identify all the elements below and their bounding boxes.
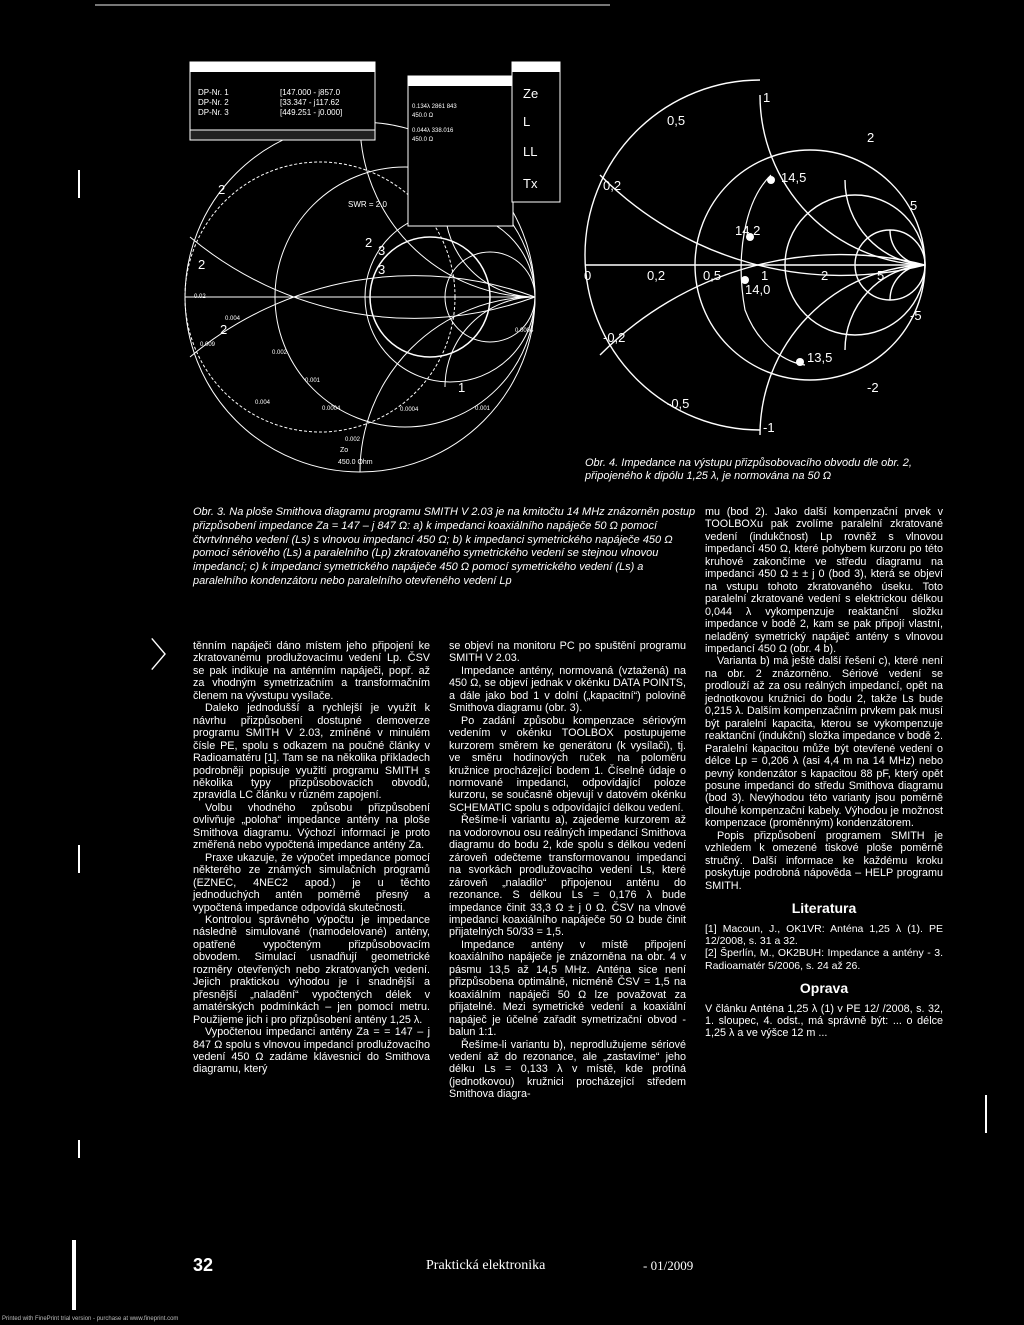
point-13-5 [796, 358, 804, 366]
fig2-label-8: 0,5 [667, 113, 686, 128]
col3-para-1: mu (bod 2). Jako další kompenzační prvek v TOOLBOXu pak zvolíme paralelní zkratované vedení (indukčnost) Lp rovněž s vlnovou impedancí 450 Ω, které pohybem kurzoru po této kruhové zakončíme ve středu diagramu na impedanci 450 Ω ± ± j 0 (bod 3), která se objeví na vstupu tohoto zkratovaného úseku. Toto paralelní zkratované vedení s elektrickou délkou 0,044 λ vykompenzuje reaktanční složku impedance v bodě 2, kam se pak připojí vlastní, neladěný symetrický napáječ antény s vlnovou impedancí 450 Ω (obr. 4 b). [705, 506, 943, 655]
dp-row-3-label: DP-Nr. 3 [198, 108, 229, 117]
toolbox-z: Ze [523, 86, 539, 101]
fig2-label-14: 5 [910, 198, 918, 213]
fig2-label-11: -1 [763, 420, 775, 435]
fig2-label-5: 5 [877, 268, 885, 283]
fig1-label-7: 1 [458, 380, 466, 395]
issue-number: - 01/2009 [643, 1258, 694, 1273]
fig1-label-6: 3 [378, 262, 386, 277]
sched-row-1b: 450.0 Ω [412, 113, 434, 119]
top-rule [95, 4, 610, 6]
dp-row-1-label: DP-Nr. 1 [198, 88, 229, 97]
smith-program-chart [190, 62, 560, 472]
fig2-label-10: 1 [763, 90, 771, 105]
magazine-name: Praktická elektronika [426, 1258, 546, 1273]
col2-para-3: Po zadání způsobu kompenzace sériovým vedením v okénku TOOLBOX postupujeme kurzorem směrem ke generátoru (k vysílači), tj. ve směru hodinových ruček na poloměru kružnice procházející bodem 1. Číselné údaje o normované impedanci, odpovídající poloze kurzoru, se současně objevují v datovém okénku SCHEMATIC spolu s odpovídající délkou vedení. [449, 714, 686, 814]
watermark-text: Printed with FinePrint trial version - purchase at www.fineprint.com [2, 1316, 179, 1322]
oprava-heading: Oprava [799, 980, 849, 997]
fig1-label-11: 0.002 [272, 350, 288, 356]
toolbox-l: L [523, 114, 531, 129]
margin-mark-4 [72, 1240, 76, 1310]
point-label-14-2: 14,2 [735, 223, 761, 238]
fig2-label-12: 2 [867, 130, 875, 145]
col1-para-1: těnním napáječi dáno místem jeho připojení ke zkratovanému prodlužovacímu vedení Lp. ČSV se pak indikuje na anténním napáječi, popř. až za vhodným symetrizačním a transformačním členem na vývstupu vysílače. [193, 640, 430, 702]
point-label-13-5: 13,5 [807, 350, 833, 365]
margin-mark-2 [78, 845, 80, 873]
fig2-label-13: -2 [867, 380, 879, 395]
fig2-label-2: 0,5 [703, 268, 722, 283]
dp-row-3-value: [449.251 - j0.000] [280, 108, 343, 117]
reference-1: [1] Macoun, J., OK1VR: Anténa 1,25 λ (1). PE 12/2008, s. 31 a 32. [705, 922, 943, 947]
fig1-label-14: 0.004 [255, 400, 271, 406]
col1-para-6: Vypočtenou impedanci antény Za = = 147 – j 847 Ω spolu s vlnovou impedancí prodlužovacího vedení 450 Ω zadáme klávesnicí do Smithova diagramu, který [193, 1026, 430, 1076]
swr-label: SWR = 2.0 [348, 200, 387, 209]
fig2-label-0: 0 [584, 268, 592, 283]
fig2-label-7: -0,2 [603, 330, 626, 345]
dp-row-1-value: [147.000 - j857.0 [280, 88, 341, 97]
smith-chart-normalized [585, 80, 925, 450]
col1-para-3: Volbu vhodného způsobu přizpůsobení ovlivňuje „poloha“ impedance antény na ploše Smithova diagramu. Výchozí informací je proto změřená nebo vypočtená impedance antény Za. [193, 801, 430, 852]
literatura-heading: Literatura [791, 900, 857, 917]
col3-para-2: Varianta b) má ještě další řešení c), které není na obr. 2 znázorněno. Sériové vedení se prodlouží až za osu reálných impedancí, opět na jednotkovou kružnici do bodu 2, takže Ls bude 0,215 λ. Dalším kompenzačním prvkem pak musí být paralelní kapacita, kterou se vykompenzuje reaktanční (indukční) složka impedance v bodě 2. Paralelní kapacitou může být otevřené vedení o délce Lp = 0,206 λ (asi 4,4 m na 14 MHz) nebo pevný kondenzátor s kapacitou 88 pF, který opět posune impedanci do středu Smithova diagramu (bod 3). Nevýhodou této varianty jsou poměrně dlouhé kompenzační kabely. Výhodou je možnost kompenzace (proměnným) kondenzátorem. [705, 655, 943, 830]
figure-3-caption: Obr. 3. Na ploše Smithova diagramu programu SMITH V 2.03 je na kmitočtu 14 MHz znázorněn postup přizpůsobení impedance Za = 147 – j 847 Ω: a) k impedanci koaxiálního napáječe 50 Ω pomocí čtvrtvlnného vedení (Ls) s vlnovou impedancí 450 Ω; b) k impedanci symetrického napáječe 450 Ω pomocí sériového (Ls) a paralelního (Lp) zkratovaného symetrického vedení se stejnou vlnovou impedancí; c) k impedanci symetrického napáječe 450 Ω pomocí symetrického vedení (Ls) a paralelního kondenzátoru nebo paralelního otevřeného vedení Lp [193, 506, 696, 587]
fig2-label-9: -0,5 [667, 396, 690, 411]
fig1-label-17: 0.002 [345, 437, 361, 443]
margin-chevron-icon: 〉 [150, 636, 184, 676]
fig1-label-9: 0.009 [200, 342, 216, 348]
reference-2: [2] Šperlín, M., OK2BUH: Impedance a antény - 3. Radioamatér 5/2006, s. 24 až 26. [705, 947, 943, 972]
fig2-label-15: -5 [910, 308, 922, 323]
fig1-label-10: 0.004 [225, 316, 241, 322]
col1-para-5: Kontrolou správného výpočtu je impedance následně simulované (namodelované) antény, opatřené vypočteným přizpůsobovacím obvodem. Simulací usnadňují geometrické rozměry otevřených nebo zkratovaných vedení. Jejich praktickou výhodou je i snadnější a přesnější „naladění“ vypočtených délek v amatérských podmínkách – jen pomocí metru. Použijeme jich i pro přizpůsobení antény 1,25 λ. [193, 913, 430, 1026]
toolbox-ll: LL [523, 144, 538, 159]
dp-row-2-label: DP-Nr. 2 [198, 98, 229, 107]
sched-row-2: 0.044λ 338.016 [412, 128, 454, 134]
margin-mark-3 [78, 1140, 80, 1158]
col1-para-4: Praxe ukazuje, že výpočet impedance pomocí některého ze známých simulačních programů (EZNEC, 4NEC2 apod.) je u těchto jednoduchých antén poměrně přesný a vypočtená impedance odpovídá skutečnosti. [193, 851, 430, 914]
dp-row-2-value: [33.347 - j117.62 [280, 98, 340, 107]
col2-para-2: Impedance antény, normovaná (vztažená) na 450 Ω, se objeví jednak v okénku DATA POINTS, a dále jako bod 1 v dolní („kapacitní“) polovině Smithova diagramu (obr. 3). [449, 664, 686, 715]
fig1-label-2: 2 [198, 257, 206, 272]
page-number: 32 [193, 1255, 214, 1275]
figure-3-smith-program [190, 62, 560, 472]
fig1-label-12: 0.001 [305, 378, 321, 384]
col1-para-2: Daleko jednodušší a rychlejší je využít k návrhu přizpůsobení dostupné demoverze programu SMITH V 2.03, zmíněné v minulém čísle PE, spolu s odkazem na poučné články v Radioamatéru [1]. Tam se na několika příkladech podrobněji popisuje využití programu SMITH s několika typy přizpůsobovacích obvodů, zpravidla LC článku v různém zapojení. [193, 702, 430, 802]
oprava-text: V článku Anténa 1,25 λ (1) v PE 12/ /2008, s. 32, 1. sloupec, 4. odst., má správně být: ... o délce 1,25 λ a ve výšce 12 m ... [705, 1002, 943, 1040]
point-label-14-5: 14,5 [781, 170, 807, 185]
fig1-label-8: 0.02 [194, 294, 206, 300]
fig2-label-1: 0,2 [647, 268, 666, 283]
col3-para-3: Popis přizpůsobení programem SMITH je vzhledem k omezené tiskové ploše poměrně stručný. Další informace ke každému kroku poskytuje podrobná nápověda – HELP programu SMITH. [705, 829, 943, 892]
fig1-label-5: 3 [378, 243, 386, 258]
fig2-label-4: 2 [821, 268, 829, 283]
text-column-1 [193, 640, 430, 1076]
text-column-3 [705, 506, 943, 1040]
fig1-label-18: 0.0004 [400, 407, 419, 413]
fig2-label-3: 1 [761, 268, 769, 283]
figure-4-caption: Obr. 4. Impedance na výstupu přizpůsobovacího obvodu dle obr. 2, připojeného k dipólu 1,25 λ, je normována na 50 Ω [585, 457, 912, 482]
point-14-5 [767, 176, 775, 184]
fig2-label-6: 0,2 [603, 178, 622, 193]
sched-row-1: 0.134λ 2861 843 [412, 104, 457, 110]
margin-mark-5 [985, 1095, 987, 1133]
margin-mark-1 [78, 170, 80, 198]
page-footer [193, 1255, 943, 1275]
col2-para-4: Řešíme-li variantu a), zajedeme kurzorem až na vodorovnou osu reálných impedancí Smithova diagramu do bodu 2, kde spolu s délkou vedení zároveň odečteme transformovanou impedanci na svorkách prodlužovacího vedení Ls, které zároveň „naladilo“ připojenou anténu do rezonance. S délkou Ls = 0,176 λ bude impedance činit 33,3 Ω ± j 0 Ω. ČSV na vlnové impedanci koaxiálního napáječe 50 Ω bude činit přijatelných 50/33 = 1,5. [449, 814, 686, 939]
fig1-label-3: 2 [220, 322, 228, 337]
col2-para-1: se objeví na monitoru PC po spuštění programu SMITH V 2.03. [449, 640, 686, 665]
zo-label: Zo [340, 447, 349, 454]
col2-para-5: Impedance antény v místě připojení koaxiálního napáječe je znázorněna na obr. 4 v pásmu 13,5 až 14,5 MHz. Anténa sice není přizpůsobena optimálně, nicméně ČSV = 1,5 na koaxiálním napáječi 50 Ω lze považovat za přijatelné. Mezi symetrické vedení a koaxiální napáječ je účelné zařadit symetrizační obvod - balun 1:1. [449, 938, 686, 1039]
zo-value: 450.0 Ohm [338, 459, 373, 466]
point-label-14-0: 14,0 [745, 282, 771, 297]
fig1-label-16: 0.0004 [515, 328, 534, 334]
fig1-label-15: 0.001 [475, 406, 491, 412]
fig1-label-4: 2 [365, 235, 373, 250]
fig1-label-13: 0.0004 [322, 406, 341, 412]
fig1-label-1: 2 [218, 182, 226, 197]
text-column-2 [449, 640, 686, 1101]
figure-4-smith-chart [585, 80, 925, 450]
toolbox-tx: Tx [523, 176, 538, 191]
col2-para-6: Řešíme-li variantu b), neprodlužujeme sériové vedení až do rezonance, ale „zastavíme“ jeho délku Ls = 0,133 λ v místě, kde protíná (jednotkovou) kružnici procházející středem Smithova diagra- [449, 1038, 686, 1101]
sched-row-2b: 450.0 Ω [412, 137, 434, 143]
